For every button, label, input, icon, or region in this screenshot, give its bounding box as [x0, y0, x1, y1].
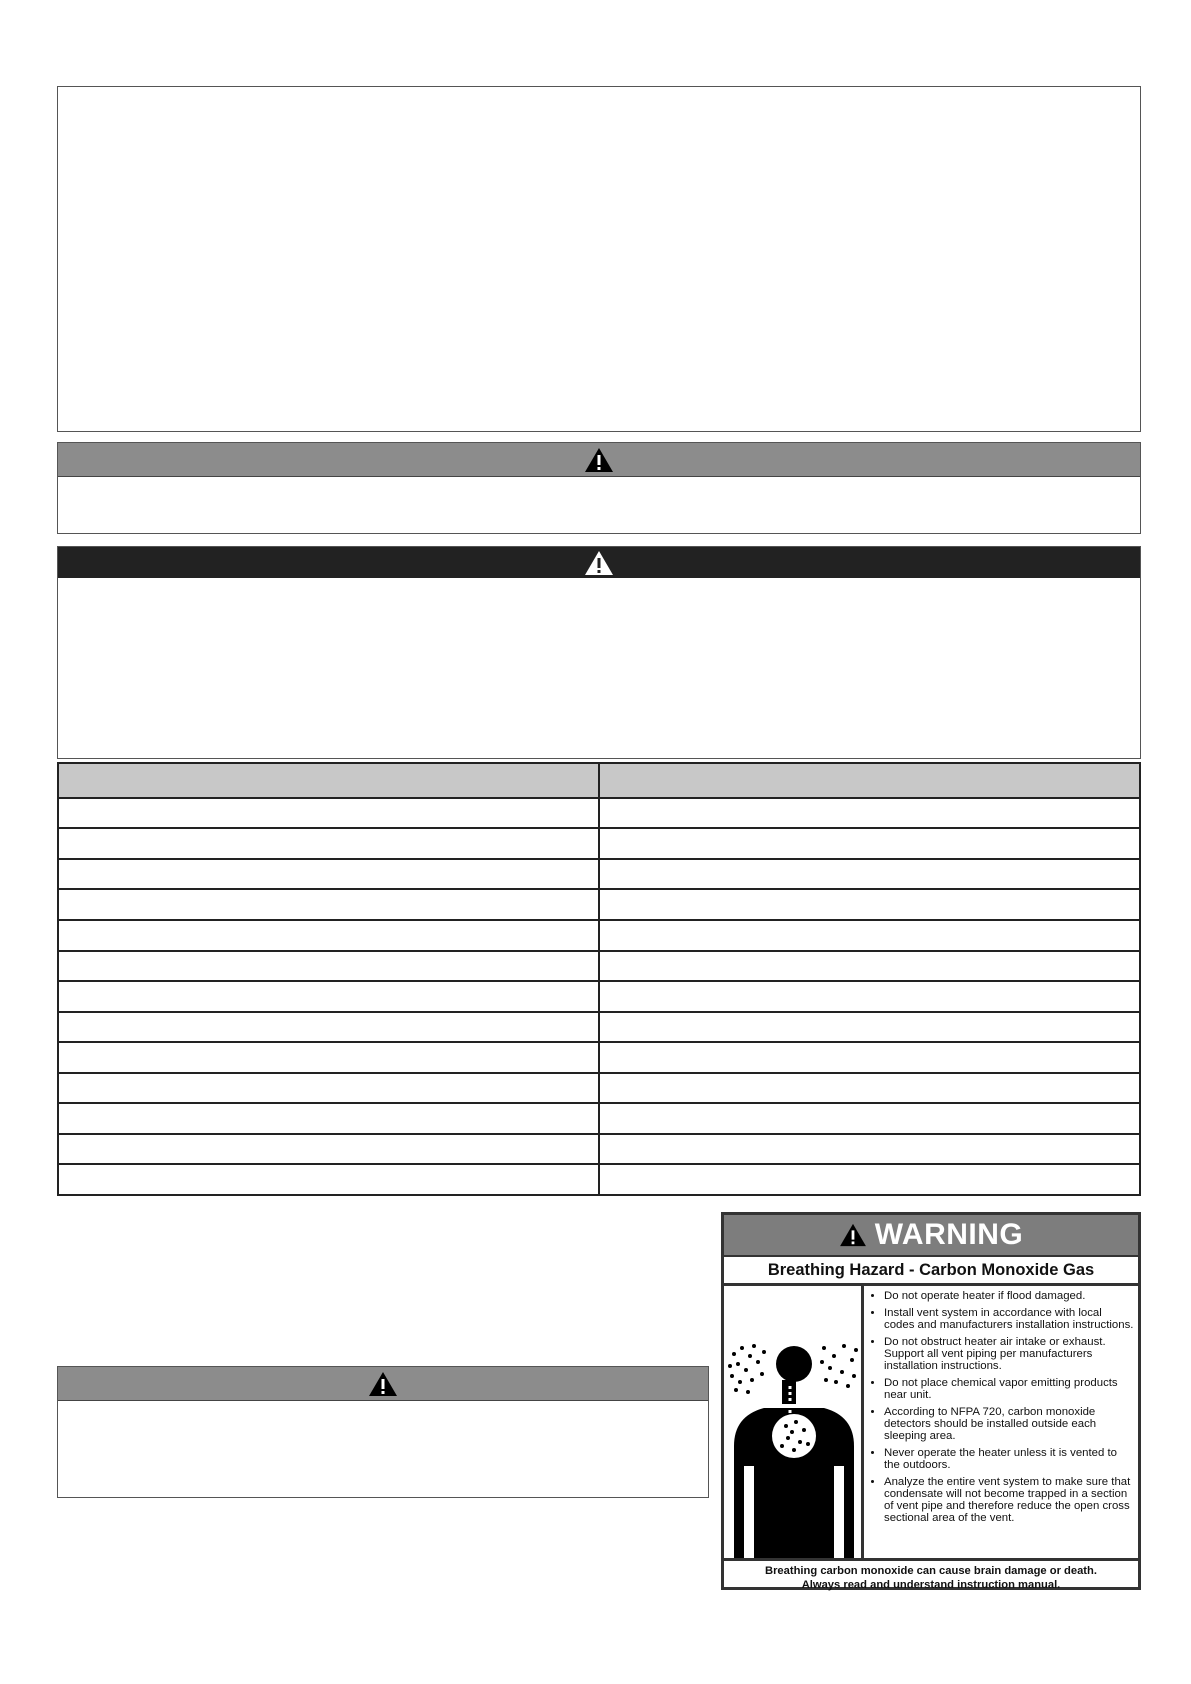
table-row	[58, 889, 1140, 920]
table-header-row	[58, 763, 1140, 798]
table-cell	[599, 1134, 1140, 1165]
caution-box	[57, 442, 1141, 534]
table-cell	[58, 1042, 599, 1073]
table-row	[58, 1042, 1140, 1073]
breathing-hazard-pictogram	[724, 1286, 864, 1558]
warning-triangle-icon	[368, 1371, 398, 1397]
label-item: • According to NFPA 720, carbon monoxide detectors should be installed outside each sleeping area.	[884, 1406, 1134, 1442]
table-cell	[58, 1012, 599, 1043]
warning-triangle-icon	[839, 1223, 867, 1247]
table-row	[58, 920, 1140, 951]
table-cell	[599, 1042, 1140, 1073]
table-cell	[599, 1012, 1140, 1043]
table-cell	[58, 859, 599, 890]
table-cell	[599, 1103, 1140, 1134]
label-item: • Analyze the entire vent system to make sure that condensate will not become trapped in a section of vent pipe and therefore reduce the open cross sectional area of the vent.	[884, 1476, 1134, 1524]
table-cell	[58, 981, 599, 1012]
table-cell	[58, 920, 599, 951]
table-cell	[599, 859, 1140, 890]
table-cell	[58, 1164, 599, 1195]
table-row	[58, 951, 1140, 982]
warning-triangle-icon	[584, 447, 614, 473]
label-footer-line: Always read and understand instruction manual.	[801, 1579, 1061, 1591]
table-cell	[599, 1073, 1140, 1104]
table-cell	[58, 1134, 599, 1165]
warning-triangle-icon	[584, 550, 614, 576]
label-heading-text: WARNING	[874, 1218, 1024, 1251]
table-row	[58, 798, 1140, 829]
warning-box	[57, 546, 1141, 759]
label-item: • Do not place chemical vapor emitting products near unit.	[884, 1377, 1134, 1401]
table-row	[58, 1012, 1140, 1043]
table-cell	[58, 1103, 599, 1134]
table-cell	[58, 1073, 599, 1104]
label-subtitle: Breathing Hazard - Carbon Monoxide Gas	[724, 1257, 1138, 1286]
table-cell	[58, 951, 599, 982]
label-heading	[724, 1215, 1138, 1257]
top-panel	[57, 86, 1141, 432]
table-row	[58, 981, 1140, 1012]
table-row	[58, 1164, 1140, 1195]
table-header-cell	[599, 763, 1140, 798]
label-item: • Never operate the heater unless it is vented to the outdoors.	[884, 1447, 1134, 1471]
label-item: • Do not obstruct heater air intake or exhaust. Support all vent piping per manufacturers installation instructions.	[884, 1336, 1134, 1372]
table-row	[58, 828, 1140, 859]
table-row	[58, 1134, 1140, 1165]
table-cell	[599, 981, 1140, 1012]
table-cell	[599, 920, 1140, 951]
table-header-cell	[58, 763, 599, 798]
label-body	[724, 1286, 1138, 1561]
caution-header	[58, 1367, 708, 1401]
table-row	[58, 859, 1140, 890]
label-item: • Do not operate heater if flood damaged.	[884, 1290, 1134, 1302]
label-footer-line: Breathing carbon monoxide can cause brain damage or death.	[765, 1565, 1097, 1577]
table-cell	[599, 889, 1140, 920]
warning-header	[58, 547, 1140, 578]
spec-table	[57, 762, 1141, 1196]
co-warning-label	[721, 1212, 1141, 1590]
table-cell	[599, 798, 1140, 829]
table-row	[58, 1103, 1140, 1134]
caution-header	[58, 443, 1140, 477]
table-row	[58, 1073, 1140, 1104]
caution-box-small	[57, 1366, 709, 1498]
table-cell	[58, 798, 599, 829]
label-footer	[724, 1561, 1138, 1592]
table-cell	[58, 889, 599, 920]
label-item-list	[864, 1286, 1138, 1558]
table-cell	[58, 828, 599, 859]
label-item: • Install vent system in accordance with local codes and manufacturers installation instructions.	[884, 1307, 1134, 1331]
table-cell	[599, 1164, 1140, 1195]
table-cell	[599, 828, 1140, 859]
table-cell	[599, 951, 1140, 982]
